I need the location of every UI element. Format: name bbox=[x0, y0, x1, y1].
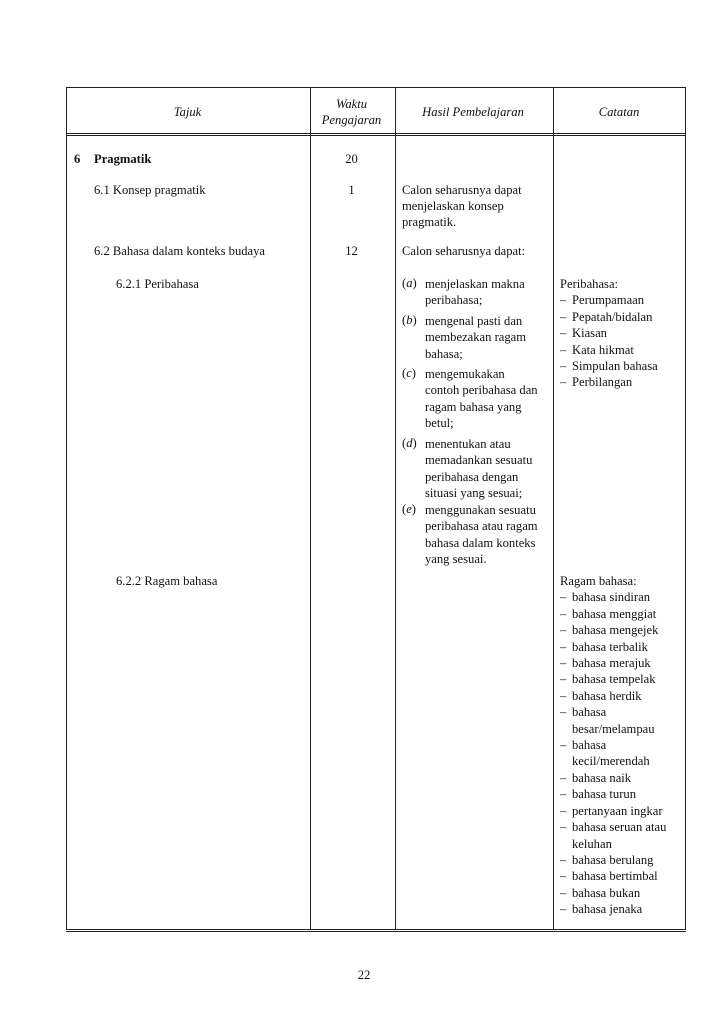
outcome-e-line: menggunakan sesuatu bbox=[425, 503, 536, 517]
outcome-a-line: menjelaskan makna bbox=[425, 277, 525, 291]
section-hours: 20 bbox=[345, 152, 358, 166]
note-ragam-item: – pertanyaan ingkar bbox=[560, 803, 685, 819]
note-ragam-item: – bahasa jenaka bbox=[560, 901, 685, 917]
sub-6-2-label: 6.2 Bahasa dalam konteks budaya bbox=[94, 244, 266, 258]
outcome-b-line: membezakan ragam bbox=[425, 330, 527, 345]
note-ragam-item-continued: kecil/merendah bbox=[572, 754, 650, 769]
sub-6-2-hours: 12 bbox=[345, 244, 358, 258]
outcome-mark-d: (d) bbox=[402, 436, 417, 450]
header-tajuk: Tajuk bbox=[173, 105, 202, 119]
sub-6-1-outcome-line1: Calon seharusnya dapat bbox=[402, 183, 522, 197]
outcome-e-line: peribahasa atau ragam bbox=[425, 519, 538, 534]
outcome-mark-a: (a) bbox=[402, 276, 417, 290]
note-peribahasa-item: – Pepatah/bidalan bbox=[560, 309, 685, 325]
outcome-mark-c: (c) bbox=[402, 366, 416, 380]
note-ragam-item: – bahasa bukan bbox=[560, 885, 685, 901]
note-ragam-item: – bahasa mengejek bbox=[560, 622, 685, 638]
note-ragam-title: Ragam bahasa: bbox=[560, 574, 637, 588]
note-ragam-item: – bahasa naik bbox=[560, 770, 685, 786]
note-peribahasa-item: – Kiasan bbox=[560, 325, 685, 341]
outcome-e-line: yang sesuai. bbox=[425, 552, 487, 567]
section-number: 6 bbox=[74, 152, 81, 166]
section-title: Pragmatik bbox=[94, 152, 152, 166]
outcome-b-line: bahasa; bbox=[425, 346, 463, 361]
sub-6-1-outcome-line3: pragmatik. bbox=[402, 215, 457, 229]
header-catatan: Catatan bbox=[598, 105, 640, 119]
outcome-c-line: mengemukakan bbox=[425, 367, 505, 381]
note-ragam-item: – bahasa bbox=[560, 737, 685, 753]
note-peribahasa-item: – Simpulan bahasa bbox=[560, 358, 685, 374]
outcome-d-line: peribahasa dengan bbox=[425, 469, 519, 484]
note-ragam-item: – bahasa terbalik bbox=[560, 639, 685, 655]
note-peribahasa-item: – Perbilangan bbox=[560, 374, 685, 390]
header-waktu-line2: Pengajaran bbox=[321, 113, 382, 127]
note-ragam-item: – bahasa herdik bbox=[560, 688, 685, 704]
note-ragam-item: – bahasa tempelak bbox=[560, 671, 685, 687]
header-waktu-line1: Waktu bbox=[335, 97, 368, 111]
outcome-c-line: ragam bahasa yang bbox=[425, 399, 522, 414]
note-ragam-bahasa bbox=[560, 573, 685, 918]
outcome-d-line: memadankan sesuatu bbox=[425, 453, 533, 468]
page-number: 22 bbox=[357, 968, 371, 982]
note-ragam-item: – bahasa berulang bbox=[560, 852, 685, 868]
note-ragam-item: – bahasa turun bbox=[560, 786, 685, 802]
header-hasil: Hasil Pembelajaran bbox=[422, 105, 524, 119]
col-divider-3 bbox=[553, 88, 554, 929]
header-waktu bbox=[309, 96, 394, 128]
note-ragam-item-continued: besar/melampau bbox=[572, 721, 655, 736]
outcome-mark-b: (b) bbox=[402, 313, 417, 327]
header-divider bbox=[67, 133, 685, 134]
outcome-d-line: menentukan atau bbox=[425, 437, 511, 451]
col-divider-2 bbox=[395, 88, 396, 929]
sub-6-2-1-label: 6.2.1 Peribahasa bbox=[116, 277, 199, 291]
outcome-mark-e: (e) bbox=[402, 502, 416, 516]
outcome-c-line: betul; bbox=[425, 416, 454, 431]
outcome-c-line: contoh peribahasa dan bbox=[425, 383, 538, 398]
note-ragam-item: – bahasa sindiran bbox=[560, 589, 685, 605]
note-ragam-item: – bahasa menggiat bbox=[560, 606, 685, 622]
note-ragam-item: – bahasa bbox=[560, 704, 685, 720]
col-divider-1 bbox=[310, 88, 311, 929]
note-ragam-item-continued: keluhan bbox=[572, 836, 612, 851]
sub-6-1-hours: 1 bbox=[348, 183, 355, 197]
outcome-a-line: peribahasa; bbox=[425, 293, 483, 308]
outcome-d-line: situasi yang sesuai; bbox=[425, 486, 523, 501]
note-ragam-item: – bahasa bertimbal bbox=[560, 868, 685, 884]
note-ragam-item: – bahasa merajuk bbox=[560, 655, 685, 671]
note-peribahasa-item: – Kata hikmat bbox=[560, 342, 685, 358]
note-ragam-item: – bahasa seruan atau bbox=[560, 819, 685, 835]
sub-6-2-outcome: Calon seharusnya dapat: bbox=[402, 244, 526, 258]
sub-6-1-outcome-line2: menjelaskan konsep bbox=[402, 199, 504, 213]
table-bottom-border bbox=[66, 931, 686, 932]
sub-6-2-2-label: 6.2.2 Ragam bahasa bbox=[116, 574, 218, 588]
outcome-b-line: mengenal pasti dan bbox=[425, 314, 523, 328]
note-peribahasa bbox=[560, 276, 685, 391]
note-peribahasa-title: Peribahasa: bbox=[560, 277, 619, 291]
note-peribahasa-item: – Perumpamaan bbox=[560, 292, 685, 308]
outcome-e-line: bahasa dalam konteks bbox=[425, 535, 536, 550]
sub-6-1-label: 6.1 Konsep pragmatik bbox=[94, 183, 206, 197]
